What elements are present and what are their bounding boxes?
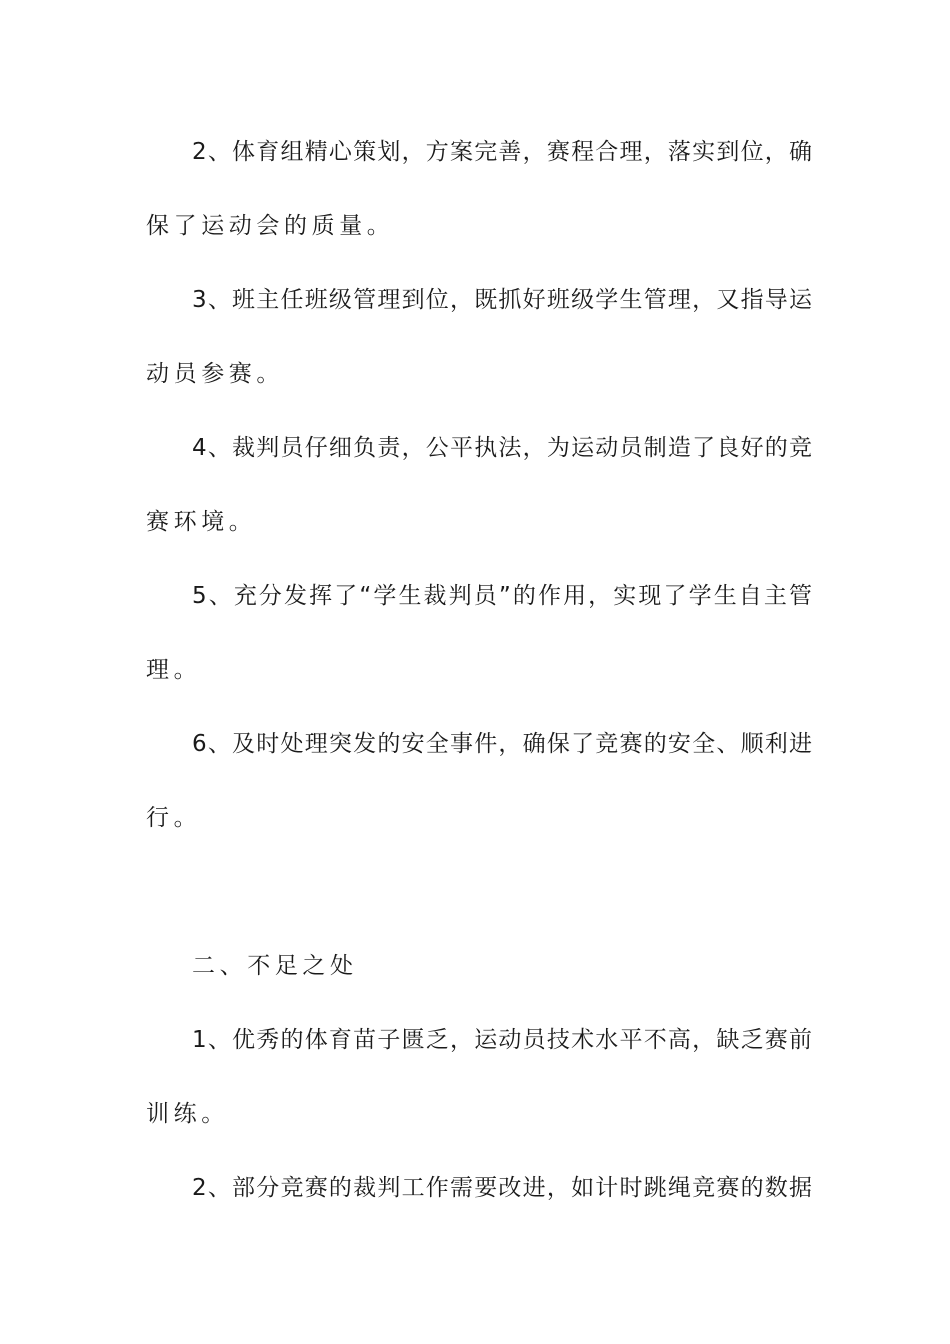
paragraph-3-line-1: 3、班主任班级管理到位，既抓好班级学生管理，又指导运 <box>192 287 812 313</box>
paragraph-2-line-2: 保了运动会的质量。 <box>146 213 395 239</box>
section-paragraph-1-line-1: 1、优秀的体育苗子匮乏，运动员技术水平不高，缺乏赛前 <box>192 1027 812 1053</box>
paragraph-4-line-1: 4、裁判员仔细负责，公平执法，为运动员制造了良好的竞 <box>192 435 812 461</box>
paragraph-5-line-2: 理。 <box>146 657 202 683</box>
section-heading: 二、不足之处 <box>192 953 358 979</box>
paragraph-6-line-1: 6、及时处理突发的安全事件，确保了竞赛的安全、顺利进 <box>192 731 812 757</box>
paragraph-5-line-1: 5、充分发挥了“学生裁判员”的作用，实现了学生自主管 <box>192 583 812 609</box>
paragraph-3-line-2: 动员参赛。 <box>146 361 284 387</box>
section-paragraph-2-line-1: 2、部分竞赛的裁判工作需要改进，如计时跳绳竞赛的数据 <box>192 1175 812 1201</box>
section-paragraph-1-line-2: 训练。 <box>146 1101 229 1127</box>
paragraph-2-line-1: 2、体育组精心策划，方案完善，赛程合理，落实到位，确 <box>192 139 812 165</box>
paragraph-6-line-2: 行。 <box>146 805 202 831</box>
paragraph-4-line-2: 赛环境。 <box>146 509 257 535</box>
